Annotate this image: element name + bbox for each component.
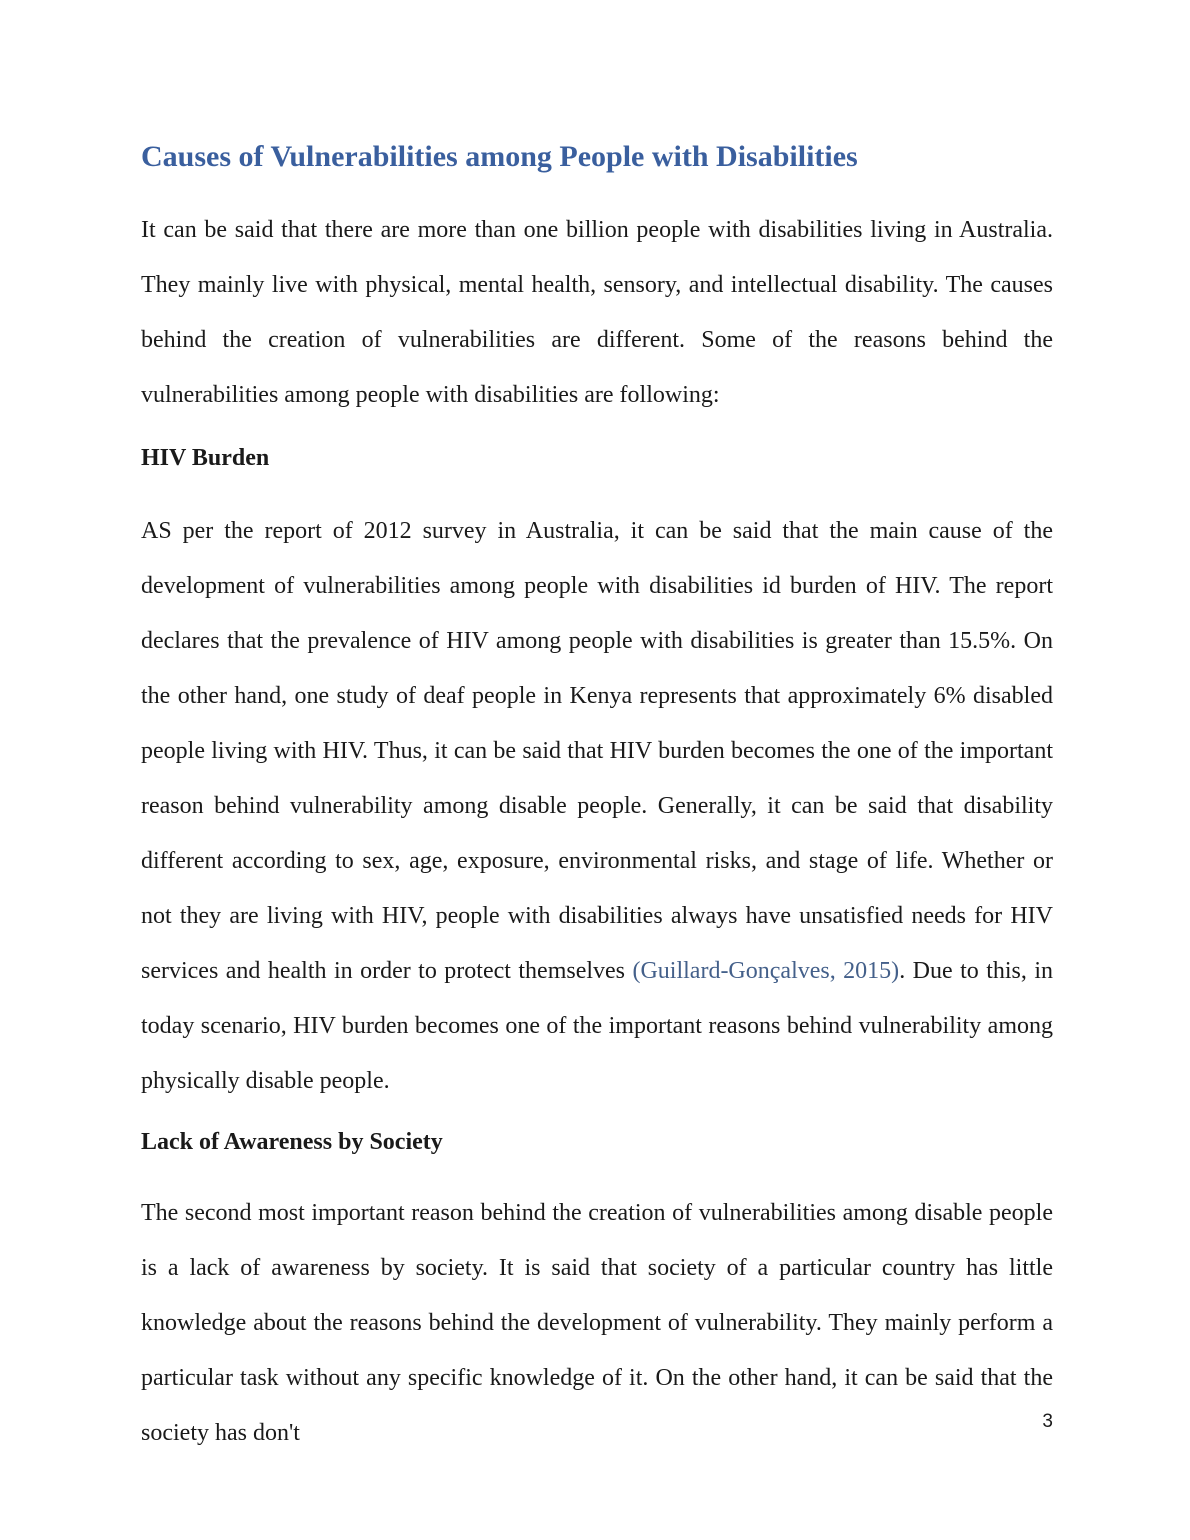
section-heading-lack-of-awareness: Lack of Awareness by Society: [141, 1129, 443, 1155]
document-title: Causes of Vulnerabilities among People with Disabilities: [141, 140, 858, 173]
page-number: 3: [1042, 1411, 1053, 1432]
hiv-burden-paragraph: [141, 504, 1053, 1109]
citation-link[interactable]: (Guillard-Gonçalves, 2015): [632, 958, 900, 984]
awareness-paragraph: The second most important reason behind the creation of vulnerabilities among disable people is a lack of awareness by society. It is said that society of a particular country has little knowledge about the reasons behind the development of vulnerability. They mainly perform a particular task without any specific knowledge of it. On the other hand, it can be said that the society has don't: [141, 1200, 1053, 1446]
hiv-paragraph-text-after-citation: . Due to this, in today scenario, HIV burden becomes one of the important reasons behind vulnerability among physically disable people.: [141, 958, 1053, 1094]
hiv-paragraph-text-before-citation: AS per the report of 2012 survey in Australia, it can be said that the main cause of the development of vulnerabilities among people with disabilities id burden of HIV. The report declares that the prevalence of HIV among people with disabilities is greater than 15.5%. On the other hand, one study of deaf people in Kenya represents that approximately 6% disabled people living with HIV. Thus, it can be said that HIV burden becomes the one of the important reason behind vulnerability among disable people. Generally, it can be said that disability different according to sex, age, exposure, environmental risks, and stage of life. Whether or not they are living with HIV, people with disabilities always have unsatisfied needs for HIV services and health in order to protect themselves: [141, 518, 1053, 984]
intro-paragraph: It can be said that there are more than one billion people with disabilities living in Australia. They mainly live with physical, mental health, sensory, and intellectual disability. The causes behind the creation of vulnerabilities are different. Some of the reasons behind the vulnerabilities among people with disabilities are following:: [141, 217, 1053, 408]
section-heading-hiv-burden: HIV Burden: [141, 445, 270, 471]
